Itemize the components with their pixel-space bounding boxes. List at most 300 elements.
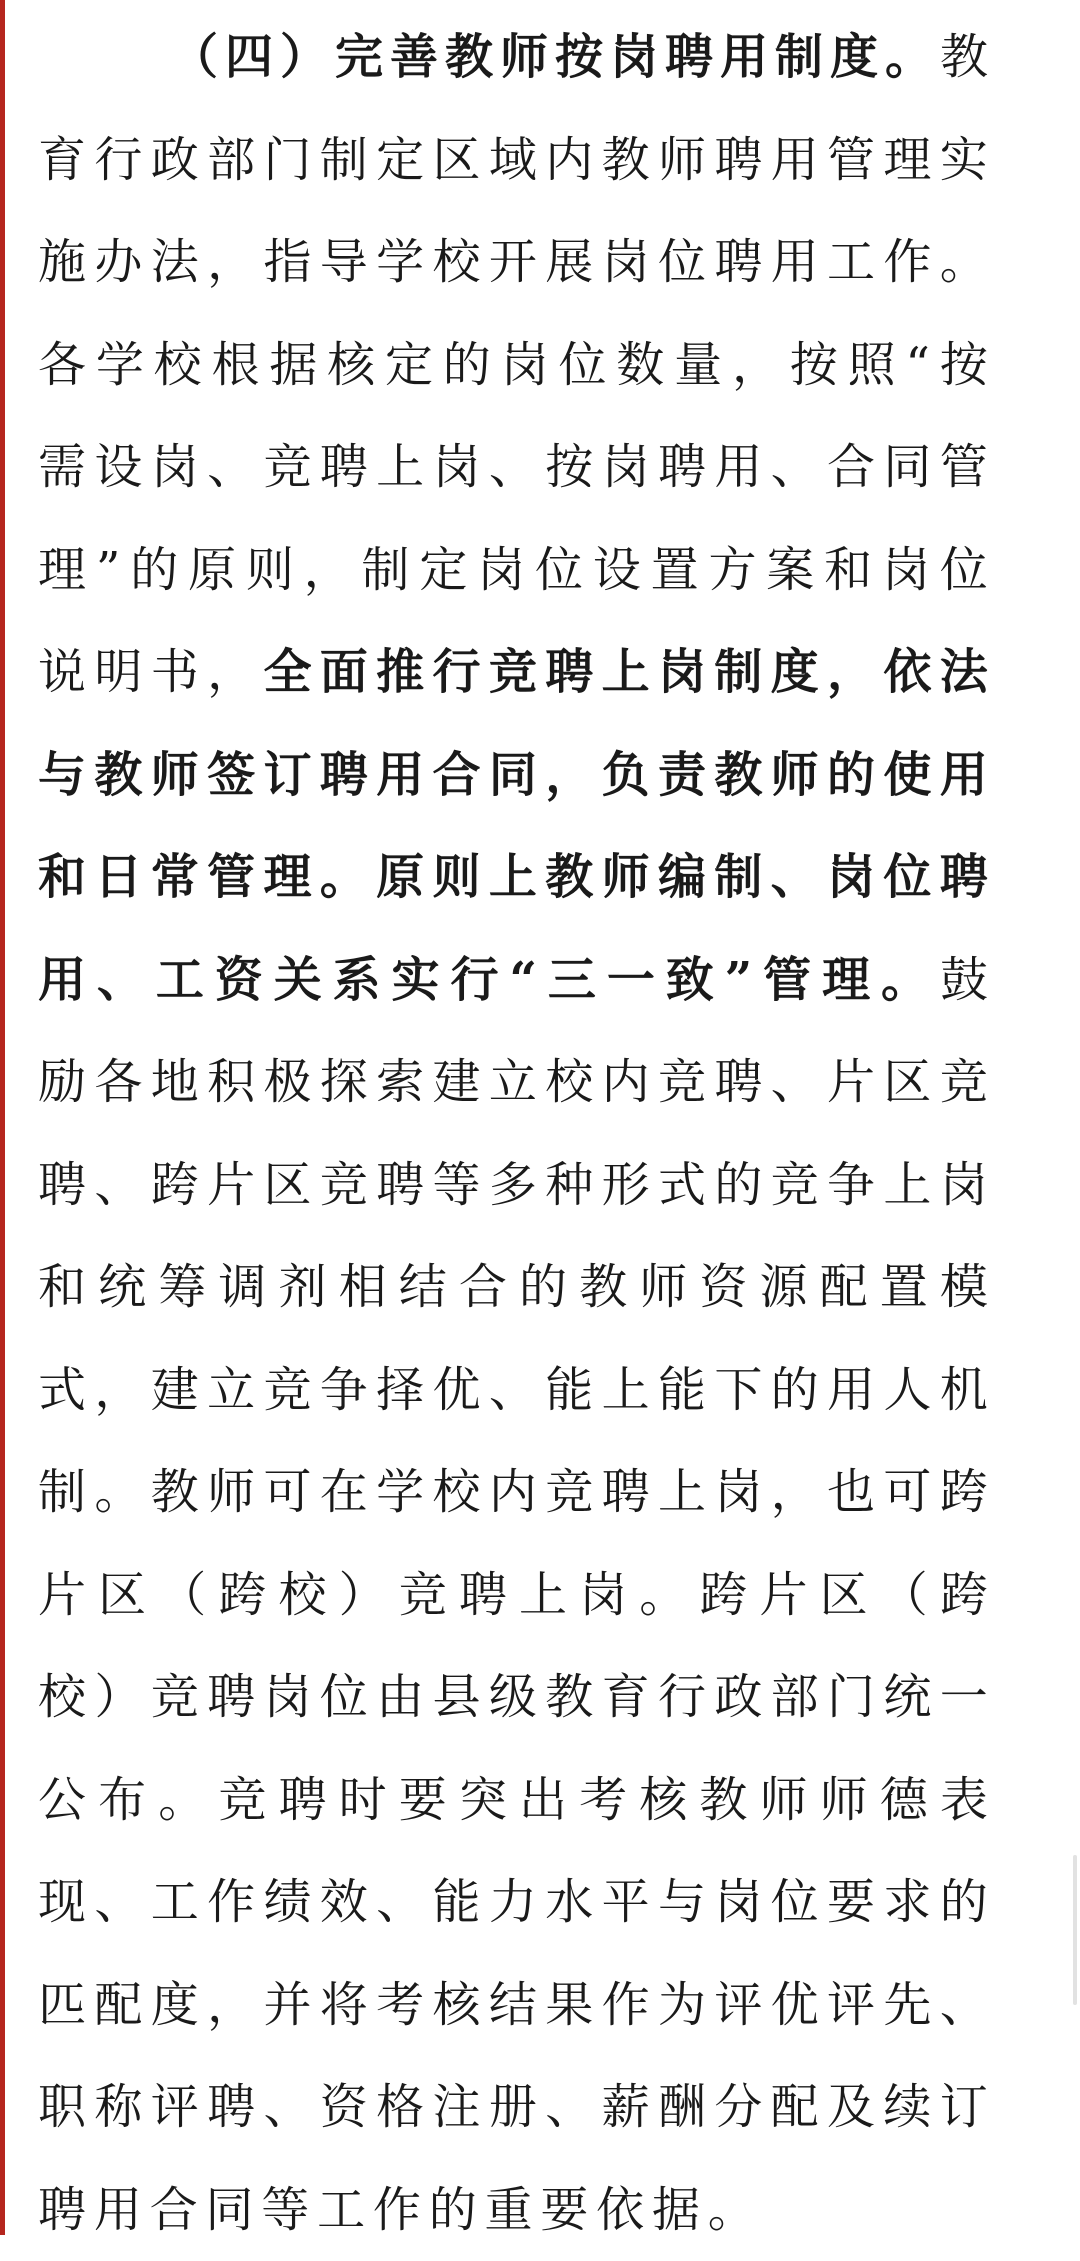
text-char: 岗 [579,1544,627,1647]
text-line [38,1441,988,1544]
text-char: 制 [714,621,762,724]
text-char: 索 [376,1031,424,1134]
text-char: 制 [320,109,368,212]
text-char: 师 [658,109,706,212]
text-char: 用 [771,211,819,314]
text-char: 上 [658,1441,706,1544]
text-char: 考 [579,1749,627,1852]
text-char: 校 [279,1544,327,1647]
text-char: 师 [771,724,819,827]
text-char: 使 [883,724,931,827]
text-char: ， [732,314,780,417]
text-char: 作 [602,1954,650,2057]
text-char: 门 [263,109,311,212]
text-line [38,6,988,109]
text-char: 管 [827,109,875,212]
text-char: 竞 [263,1339,311,1442]
text-line [38,724,988,827]
text-char: 岗 [827,826,875,929]
text-char: 聘 [459,1544,507,1647]
text-char: 片 [827,1031,875,1134]
text-char: 政 [151,109,199,212]
text-char: 同 [489,724,537,827]
text-char: 级 [489,1646,537,1749]
text-char: 布 [98,1749,146,1852]
text-char: 择 [376,1339,424,1442]
text-char: 匹 [38,1954,86,2057]
text-char: 教 [445,6,493,109]
text-char: 岗 [501,314,549,417]
text-char: ， [827,621,875,724]
text-char: 岗 [477,519,525,622]
text-char: 模 [940,1236,988,1339]
text-char: 度 [151,1954,199,2057]
text-char: 等 [433,1134,481,1237]
text-char: 的 [827,724,875,827]
text-char: 。 [885,6,933,109]
text-char: 竞 [489,621,537,724]
text-char: 源 [760,1236,808,1339]
text-char: 能 [433,1851,481,1954]
text-char: 教 [699,1749,747,1852]
text-char: 岗 [658,621,706,724]
text-char: 用 [940,724,988,827]
text-char: 并 [263,1954,311,2057]
text-char: 人 [883,1339,931,1442]
text-char: 度 [830,6,878,109]
text-char: 片 [38,1544,86,1647]
text-char: 注 [433,2056,481,2159]
text-char: 位 [883,826,931,929]
text-char: 果 [545,1954,593,2057]
text-char: 内 [602,1031,650,1134]
text-char: 、 [489,1339,537,1442]
text-char: 聘 [38,2159,86,2261]
text-char: 统 [98,1236,146,1339]
text-char: 内 [489,1441,537,1544]
text-char: 、 [94,1134,142,1237]
text-char: 跨 [699,1544,747,1647]
text-char: 合 [459,1236,507,1339]
text-char: 实 [940,109,988,212]
text-char: 常 [151,826,199,929]
text-char: 竞 [320,1134,368,1237]
text-char: 教 [94,724,142,827]
text-line [38,314,988,417]
text-char: 。 [639,1544,687,1647]
text-char: 资 [320,2056,368,2159]
text-char: 师 [602,826,650,929]
text-char: 由 [376,1646,424,1749]
text-char: 与 [38,724,86,827]
text-char: 原 [376,826,424,929]
text-char: 同 [883,416,931,519]
text-char: 行 [94,109,142,212]
text-char: 设 [593,519,641,622]
text-char: 的 [714,1134,762,1237]
text-char: 跨 [218,1544,266,1647]
text-char: 形 [602,1134,650,1237]
text-char: 探 [320,1031,368,1134]
text-char: 岗 [882,519,930,622]
text-char: 聘 [714,109,762,212]
text-char: 校 [154,314,202,417]
text-char: 作 [373,2159,421,2261]
text-char: 要 [540,2159,588,2261]
text-char: 部 [771,1646,819,1749]
text-char: 作 [207,1851,255,1954]
text-line [38,1646,988,1749]
text-char: 核 [433,1954,481,2057]
text-char: 岗 [151,416,199,519]
text-char: 跨 [151,1134,199,1237]
text-char: 原 [188,519,236,622]
text-char: 聘 [602,1441,650,1544]
text-line [38,1544,988,1647]
text-char: 册 [489,2056,537,2159]
text-char: 力 [489,1851,537,1954]
text-char: 师 [820,1749,868,1852]
text-char: 资 [215,929,263,1032]
text-char: 竞 [399,1544,447,1647]
text-char: 效 [320,1851,368,1954]
text-char: 在 [320,1441,368,1544]
text-char: 上 [602,1339,650,1442]
text-char: 跨 [940,1441,988,1544]
text-char: 剂 [279,1236,327,1339]
text-char: 教 [714,724,762,827]
text-char: 上 [883,1134,931,1237]
text-char: ， [545,724,593,827]
text-char: 四 [225,6,273,109]
text-char: 统 [883,1646,931,1749]
text-char: 区 [433,109,481,212]
text-char: 可 [883,1441,931,1544]
text-char: （ [880,1544,928,1647]
text-char: 竞 [263,416,311,519]
text-char: 相 [339,1236,387,1339]
text-char: 教 [579,1236,627,1339]
text-char: 根 [211,314,259,417]
text-char: （ [170,6,218,109]
text-char: 时 [339,1749,387,1852]
text-char: 师 [151,724,199,827]
text-char: 岗 [610,6,658,109]
text-char: 竞 [658,1031,706,1134]
text-char: 跨 [940,1544,988,1647]
text-char: 照 [848,314,896,417]
text-char: 师 [207,1441,255,1544]
text-char: 岗 [602,211,650,314]
text-char: 区 [820,1544,868,1647]
text-char: 案 [766,519,814,622]
text-line [38,519,988,622]
text-char: 位 [771,1851,819,1954]
text-char: 教 [602,109,650,212]
text-char: 一 [940,1646,988,1749]
text-char: 上 [519,1544,567,1647]
text-char: 依 [596,2159,644,2261]
text-char: 制 [362,519,410,622]
text-char: ， [304,519,352,622]
text-char: 按 [545,416,593,519]
text-char: 合 [150,2159,198,2261]
text-char: ， [94,1339,142,1442]
text-char: 岗 [263,1646,311,1749]
text-char: 区 [98,1544,146,1647]
text-line [38,1031,988,1134]
text-char: 法 [151,211,199,314]
text-char: 片 [207,1134,255,1237]
text-char: 指 [263,211,311,314]
text-char: 考 [376,1954,424,2057]
text-char: ” [725,929,753,1032]
text-char: 式 [658,1134,706,1237]
text-char: ） [94,1646,142,1749]
text-char: 聘 [714,211,762,314]
text-char: 工 [156,929,204,1032]
text-line [38,2159,988,2261]
text-char: 负 [602,724,650,827]
text-char: ， [207,621,255,724]
text-char: 设 [94,416,142,519]
text-char: 配 [94,1954,142,2057]
text-char: 方 [708,519,756,622]
text-char: 。 [708,2159,756,2261]
text-char: 理 [822,929,870,1032]
text-char: 公 [38,1749,86,1852]
text-char: 责 [658,724,706,827]
text-char: 。 [320,826,368,929]
text-char: 及 [827,2056,875,2159]
text-char: ， [207,1954,255,2057]
text-char: 合 [827,416,875,519]
text-char: 合 [433,724,481,827]
text-char: 作 [883,211,931,314]
text-char: 订 [263,724,311,827]
scrollbar[interactable] [1073,1855,1077,2005]
text-char: 筹 [158,1236,206,1339]
text-char: 、 [376,1851,424,1954]
text-char: 定 [419,519,467,622]
text-char: 教 [151,1441,199,1544]
text-char: 聘 [207,2056,255,2159]
text-char: 和 [38,1236,86,1339]
text-char: 管 [207,826,255,929]
text-char: 聘 [714,1031,762,1134]
text-char: 岗 [940,1134,988,1237]
text-char: 据 [269,314,317,417]
text-char: 可 [263,1441,311,1544]
text-line [38,929,988,1032]
text-line [38,1236,988,1339]
text-char: 内 [545,109,593,212]
text-char: ） [280,6,328,109]
text-char: 聘 [320,724,368,827]
text-char: 。 [881,929,929,1032]
text-char: 评 [714,1954,762,2057]
text-char: 、 [940,1954,988,2057]
text-char: 教 [545,826,593,929]
text-char: 先 [883,1954,931,2057]
text-char: 定 [385,314,433,417]
text-char: 的 [940,1851,988,1954]
text-char: 。 [158,1749,206,1852]
text-char: 则 [433,826,481,929]
text-char: 学 [376,1441,424,1544]
text-char: 核 [327,314,375,417]
text-char: 资 [699,1236,747,1339]
text-char: 建 [433,1031,481,1134]
text-char: “ [509,929,537,1032]
text-char: 位 [320,1646,368,1749]
text-char: 数 [616,314,664,417]
text-char: 、 [489,416,537,519]
text-char: 和 [38,826,86,929]
text-char: 管 [940,416,988,519]
text-char: 域 [489,109,537,212]
text-char: 、 [771,826,819,929]
text-char: 导 [320,211,368,314]
text-char: 建 [151,1339,199,1442]
text-char: 聘 [207,1646,255,1749]
text-char: 各 [38,314,86,417]
text-char: 师 [500,6,548,109]
text-char: 县 [433,1646,481,1749]
text-char: 订 [940,2056,988,2159]
text-char: 现 [38,1851,86,1954]
text-char: 的 [519,1236,567,1339]
text-char: 办 [94,211,142,314]
text-char: 也 [827,1441,875,1544]
text-char: 结 [489,1954,537,2057]
text-char: 评 [827,1954,875,2057]
text-char: 一 [607,929,655,1032]
text-char: 与 [658,1851,706,1954]
text-char: 聘 [38,1134,86,1237]
text-char: 表 [940,1749,988,1852]
text-char: 上 [602,621,650,724]
text-char: 突 [459,1749,507,1852]
text-char: 用 [827,1339,875,1442]
text-char: 区 [883,1031,931,1134]
text-char: ） [339,1544,387,1647]
text-char: 理 [263,826,311,929]
text-char: 法 [940,621,988,724]
text-char: 门 [827,1646,875,1749]
text-char: 用 [94,2159,142,2261]
text-char: 配 [771,2056,819,2159]
text-char: 置 [651,519,699,622]
text-char: 用 [714,416,762,519]
text-char: 说 [38,621,86,724]
text-char: 分 [714,2056,762,2159]
text-char: 区 [263,1134,311,1237]
text-char: 要 [399,1749,447,1852]
text-char: 各 [94,1031,142,1134]
text-line [38,1954,988,2057]
text-char: 工 [151,1851,199,1954]
text-char: 量 [674,314,722,417]
text-char: 上 [489,826,537,929]
text-char: 优 [771,1954,819,2057]
text-line [38,2056,988,2159]
text-char: 岗 [714,1441,762,1544]
text-char: 校 [38,1646,86,1749]
text-char: 、 [771,416,819,519]
text-char: 聘 [279,1749,327,1852]
text-char: 竞 [545,1441,593,1544]
text-char: 校 [433,1441,481,1544]
text-char: 竞 [940,1031,988,1134]
text-char: 按 [555,6,603,109]
text-char: 、 [545,2056,593,2159]
text-char: 片 [760,1544,808,1647]
text-char: “ [905,314,930,417]
text-char: 理 [38,519,86,622]
text-line [38,109,988,212]
text-char: 教 [940,6,988,109]
text-char: 多 [489,1134,537,1237]
text-char: 德 [880,1749,928,1852]
text-char: 地 [151,1031,199,1134]
text-char: 求 [883,1851,931,1954]
text-char: 机 [940,1339,988,1442]
text-char: 据 [652,2159,700,2261]
text-char: 面 [320,621,368,724]
text-char: 核 [639,1749,687,1852]
text-char: 行 [450,929,498,1032]
text-char: 配 [820,1236,868,1339]
text-char: 师 [760,1749,808,1852]
text-char: 格 [376,2056,424,2159]
text-char: 、 [97,929,145,1032]
text-char: 平 [602,1851,650,1954]
text-char: 位 [658,211,706,314]
text-char: 优 [433,1339,481,1442]
text-char: 实 [392,929,440,1032]
text-char: 调 [218,1236,266,1339]
text-char: 励 [38,1031,86,1134]
text-char: 出 [519,1749,567,1852]
text-char: 部 [207,109,255,212]
text-line [38,1339,988,1442]
text-char: 用 [771,109,819,212]
text-char: 需 [38,416,86,519]
text-char: 职 [38,2056,86,2159]
text-char: 明 [94,621,142,724]
text-char: 鼓 [940,929,988,1032]
text-char: 酬 [658,2056,706,2159]
text-char: 校 [545,1031,593,1134]
text-line [38,826,988,929]
text-char: 、 [263,2056,311,2159]
text-char: 岗 [714,1851,762,1954]
text-char: 聘 [940,826,988,929]
text-char: 政 [714,1646,762,1749]
text-char: 争 [320,1339,368,1442]
text-char: 展 [545,211,593,314]
left-accent-bar [0,0,5,2235]
text-char: 争 [827,1134,875,1237]
text-char: 用 [38,929,86,1032]
text-char: 竞 [151,1646,199,1749]
document-paragraph [38,6,988,2261]
text-char: 位 [535,519,583,622]
text-char: 用 [376,724,424,827]
text-char: 书 [151,621,199,724]
text-char: 三 [548,929,596,1032]
